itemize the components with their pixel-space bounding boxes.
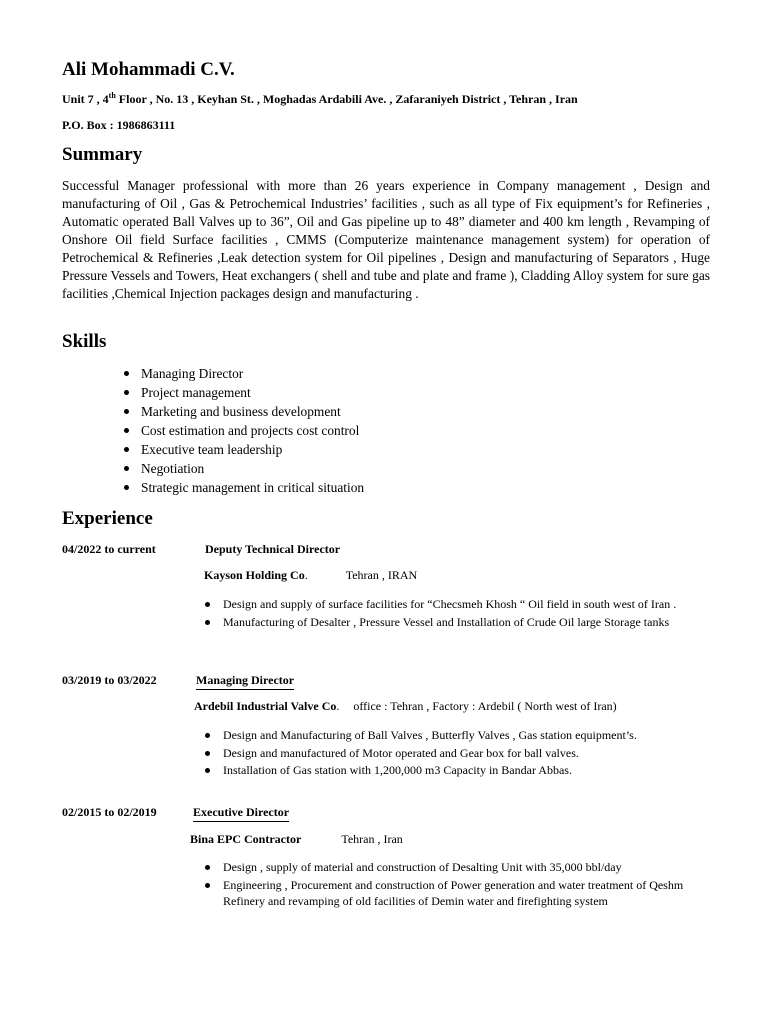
duty-item: Design and manufactured of Motor operated and Gear box for ball valves. [202,745,652,762]
job-role: Executive Director [193,805,289,822]
summary-heading: Summary [62,144,143,165]
duty-item: Manufacturing of Desalter , Pressure Vessel and Installation of Crude Oil large Storage tanks [202,614,722,631]
skill-item: Managing Director [122,364,364,383]
job-role: Deputy Technical Director [205,542,341,556]
job-role: Managing Director [196,673,294,690]
job-company-line [190,832,403,847]
po-box: P.O. Box : 1986863111 [62,118,176,132]
job-company: Ardebil Industrial Valve Co [194,699,337,713]
skill-item: Strategic management in critical situation [122,478,364,497]
skill-item: Negotiation [122,459,364,478]
job-date: 03/2019 to 03/2022 [62,673,157,687]
job-company: Bina EPC Contractor [190,832,302,846]
skill-item: Cost estimation and projects cost control [122,421,364,440]
job-location: Tehran , IRAN [345,568,418,582]
cv-title: Ali Mohammadi C.V. [62,59,235,80]
job-duties [202,596,722,631]
skill-item: Project management [122,383,364,402]
skills-heading: Skills [62,331,107,352]
duty-item: Design and Manufacturing of Ball Valves , Butterfly Valves , Gas station equipment’s. [202,727,652,744]
job-date: 02/2015 to 02/2019 [62,805,157,819]
duty-item: Installation of Gas station with 1,200,000 m3 Capacity in Bandar Abbas. [202,762,652,779]
job-duties [202,727,652,780]
job-company-line: Kayson Holding Co. Tehran , IRAN [204,568,418,582]
summary-text: Successful Manager professional with more than 26 years experience in Company management , Design and manufacturing of Oil , Gas & Petrochemical Industries’ facilities , such as all type of Fix equipment’s for Refineries , Automatic operated Ball Valves up to 36”, Oil and Gas pipeline up to 48” diameter and 400 km length , Revamping of Onshore Oil field Surface facilities , CMMS (Computerize maintenance management system) for operation of Petrochemical & Refineries ,Leak detection system for Oil pipelines , Design and manufacturing of Separators , Huge Pressure Vessels and Towers, Heat exchangers ( shell and tube and plate and frame ), Cladding Alloy system for sure gas facilities ,Chemical Injection packages design and manufacturing . [62,178,710,301]
skills-list [122,364,364,497]
job-duties [202,859,722,911]
skill-item: Executive team leadership [122,440,364,459]
skill-item: Marketing and business development [122,402,364,421]
job-company: Kayson Holding Co [204,568,305,582]
duty-item: Engineering , Procurement and construction of Power generation and water treatment of Qeshm Refinery and revamping of old facilities of Demin water and firefighting system [202,877,722,910]
address-line: Unit 7 , 4th Floor , No. 13 , Keyhan St. , Moghadas Ardabili Ave. , Zafaraniyeh District , Tehran , Iran [62,91,578,106]
duty-item: Design , supply of material and construction of Desalting Unit with 35,000 bbl/day [202,859,722,876]
job-company-line: Ardebil Industrial Valve Co. office : Tehran , Factory : Ardebil ( North west of Iran) [194,699,617,713]
experience-heading: Experience [62,508,153,529]
job-location: office : Tehran , Factory : Ardebil ( North west of Iran) [353,699,617,713]
job-location: Tehran , Iran [341,832,403,846]
job-date: 04/2022 to current [62,542,156,556]
duty-item: Design and supply of surface facilities for “Checsmeh Khosh “ Oil field in south west of Iran . [202,596,722,613]
